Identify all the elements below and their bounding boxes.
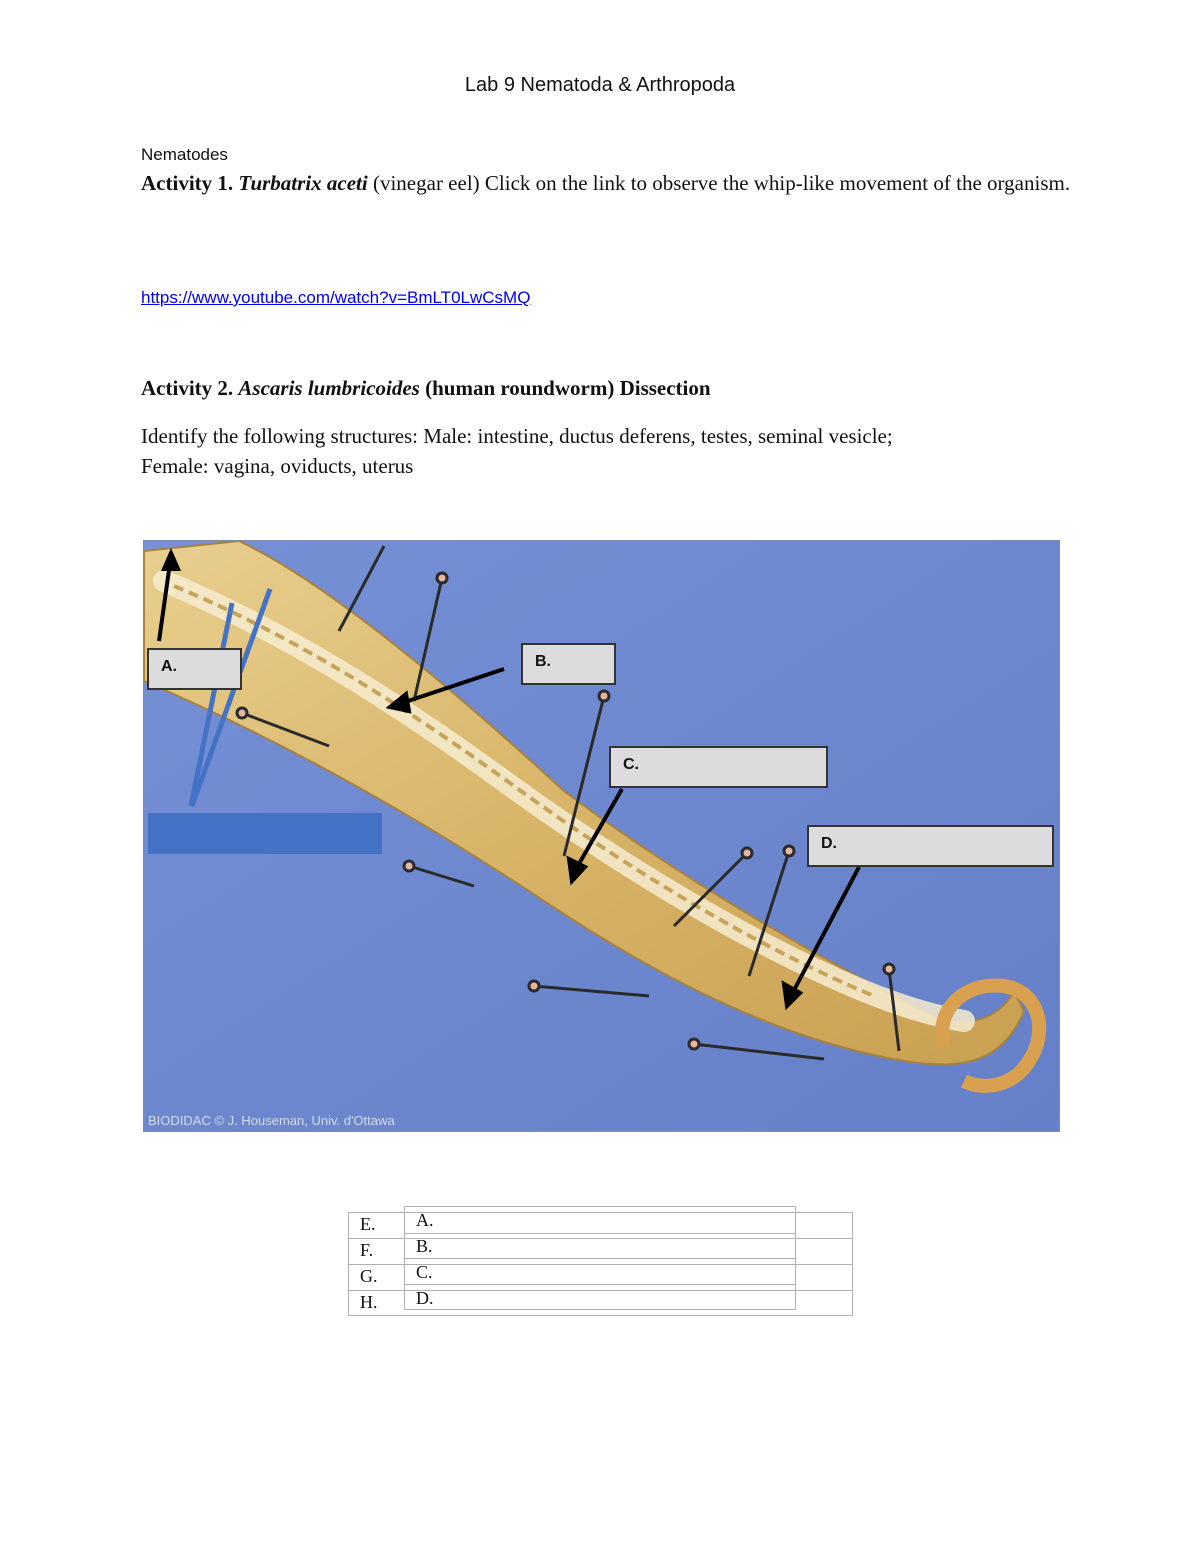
answer-row-letter: H. [360, 1292, 378, 1312]
answer-row-letter: G. [360, 1266, 378, 1286]
video-link[interactable]: https://www.youtube.com/watch?v=BmLT0LwCsMQ [141, 288, 531, 307]
instructions-line-2: Female: vagina, oviducts, uterus [141, 454, 414, 478]
activity-2-suffix: (human roundworm) Dissection [419, 376, 711, 400]
photo-credit: BIODIDAC © J. Houseman, Univ. d'Ottawa [148, 1113, 395, 1128]
answer-row-answer[interactable]: D. [416, 1288, 434, 1308]
activity-2-species: Ascaris lumbricoides [238, 376, 420, 400]
instructions-line-1: Identify the following structures: Male: intestine, ductus deferens, testes, seminal vesicle; [141, 424, 893, 448]
label-box-b[interactable]: B. [521, 643, 616, 685]
activity-1-prefix: Activity 1. [141, 171, 239, 195]
activity-1-text: (vinegar eel) Click on the link to observe the whip-like movement of the organism. [367, 171, 1071, 195]
label-box-c[interactable]: C. [609, 746, 828, 788]
label-box-a[interactable]: A. [147, 648, 242, 690]
answer-row-letter: F. [360, 1240, 374, 1260]
label-box-d[interactable]: D. [807, 825, 1054, 867]
answer-row-answer[interactable]: A. [416, 1210, 434, 1230]
document-title: Lab 9 Nematoda & Arthropoda [464, 74, 736, 96]
instructions [141, 421, 1041, 481]
answer-row-letter: E. [360, 1214, 376, 1234]
section-label: Nematodes [141, 145, 228, 164]
blue-label-box[interactable] [148, 813, 382, 854]
activity-2-prefix: Activity 2. [141, 376, 239, 400]
activity-1 [141, 168, 1071, 198]
activity-2-heading [141, 376, 711, 401]
activity-1-species: Turbatrix aceti [238, 171, 368, 195]
answer-row-answer[interactable]: C. [416, 1262, 433, 1282]
answer-row-answer[interactable]: B. [416, 1236, 433, 1256]
